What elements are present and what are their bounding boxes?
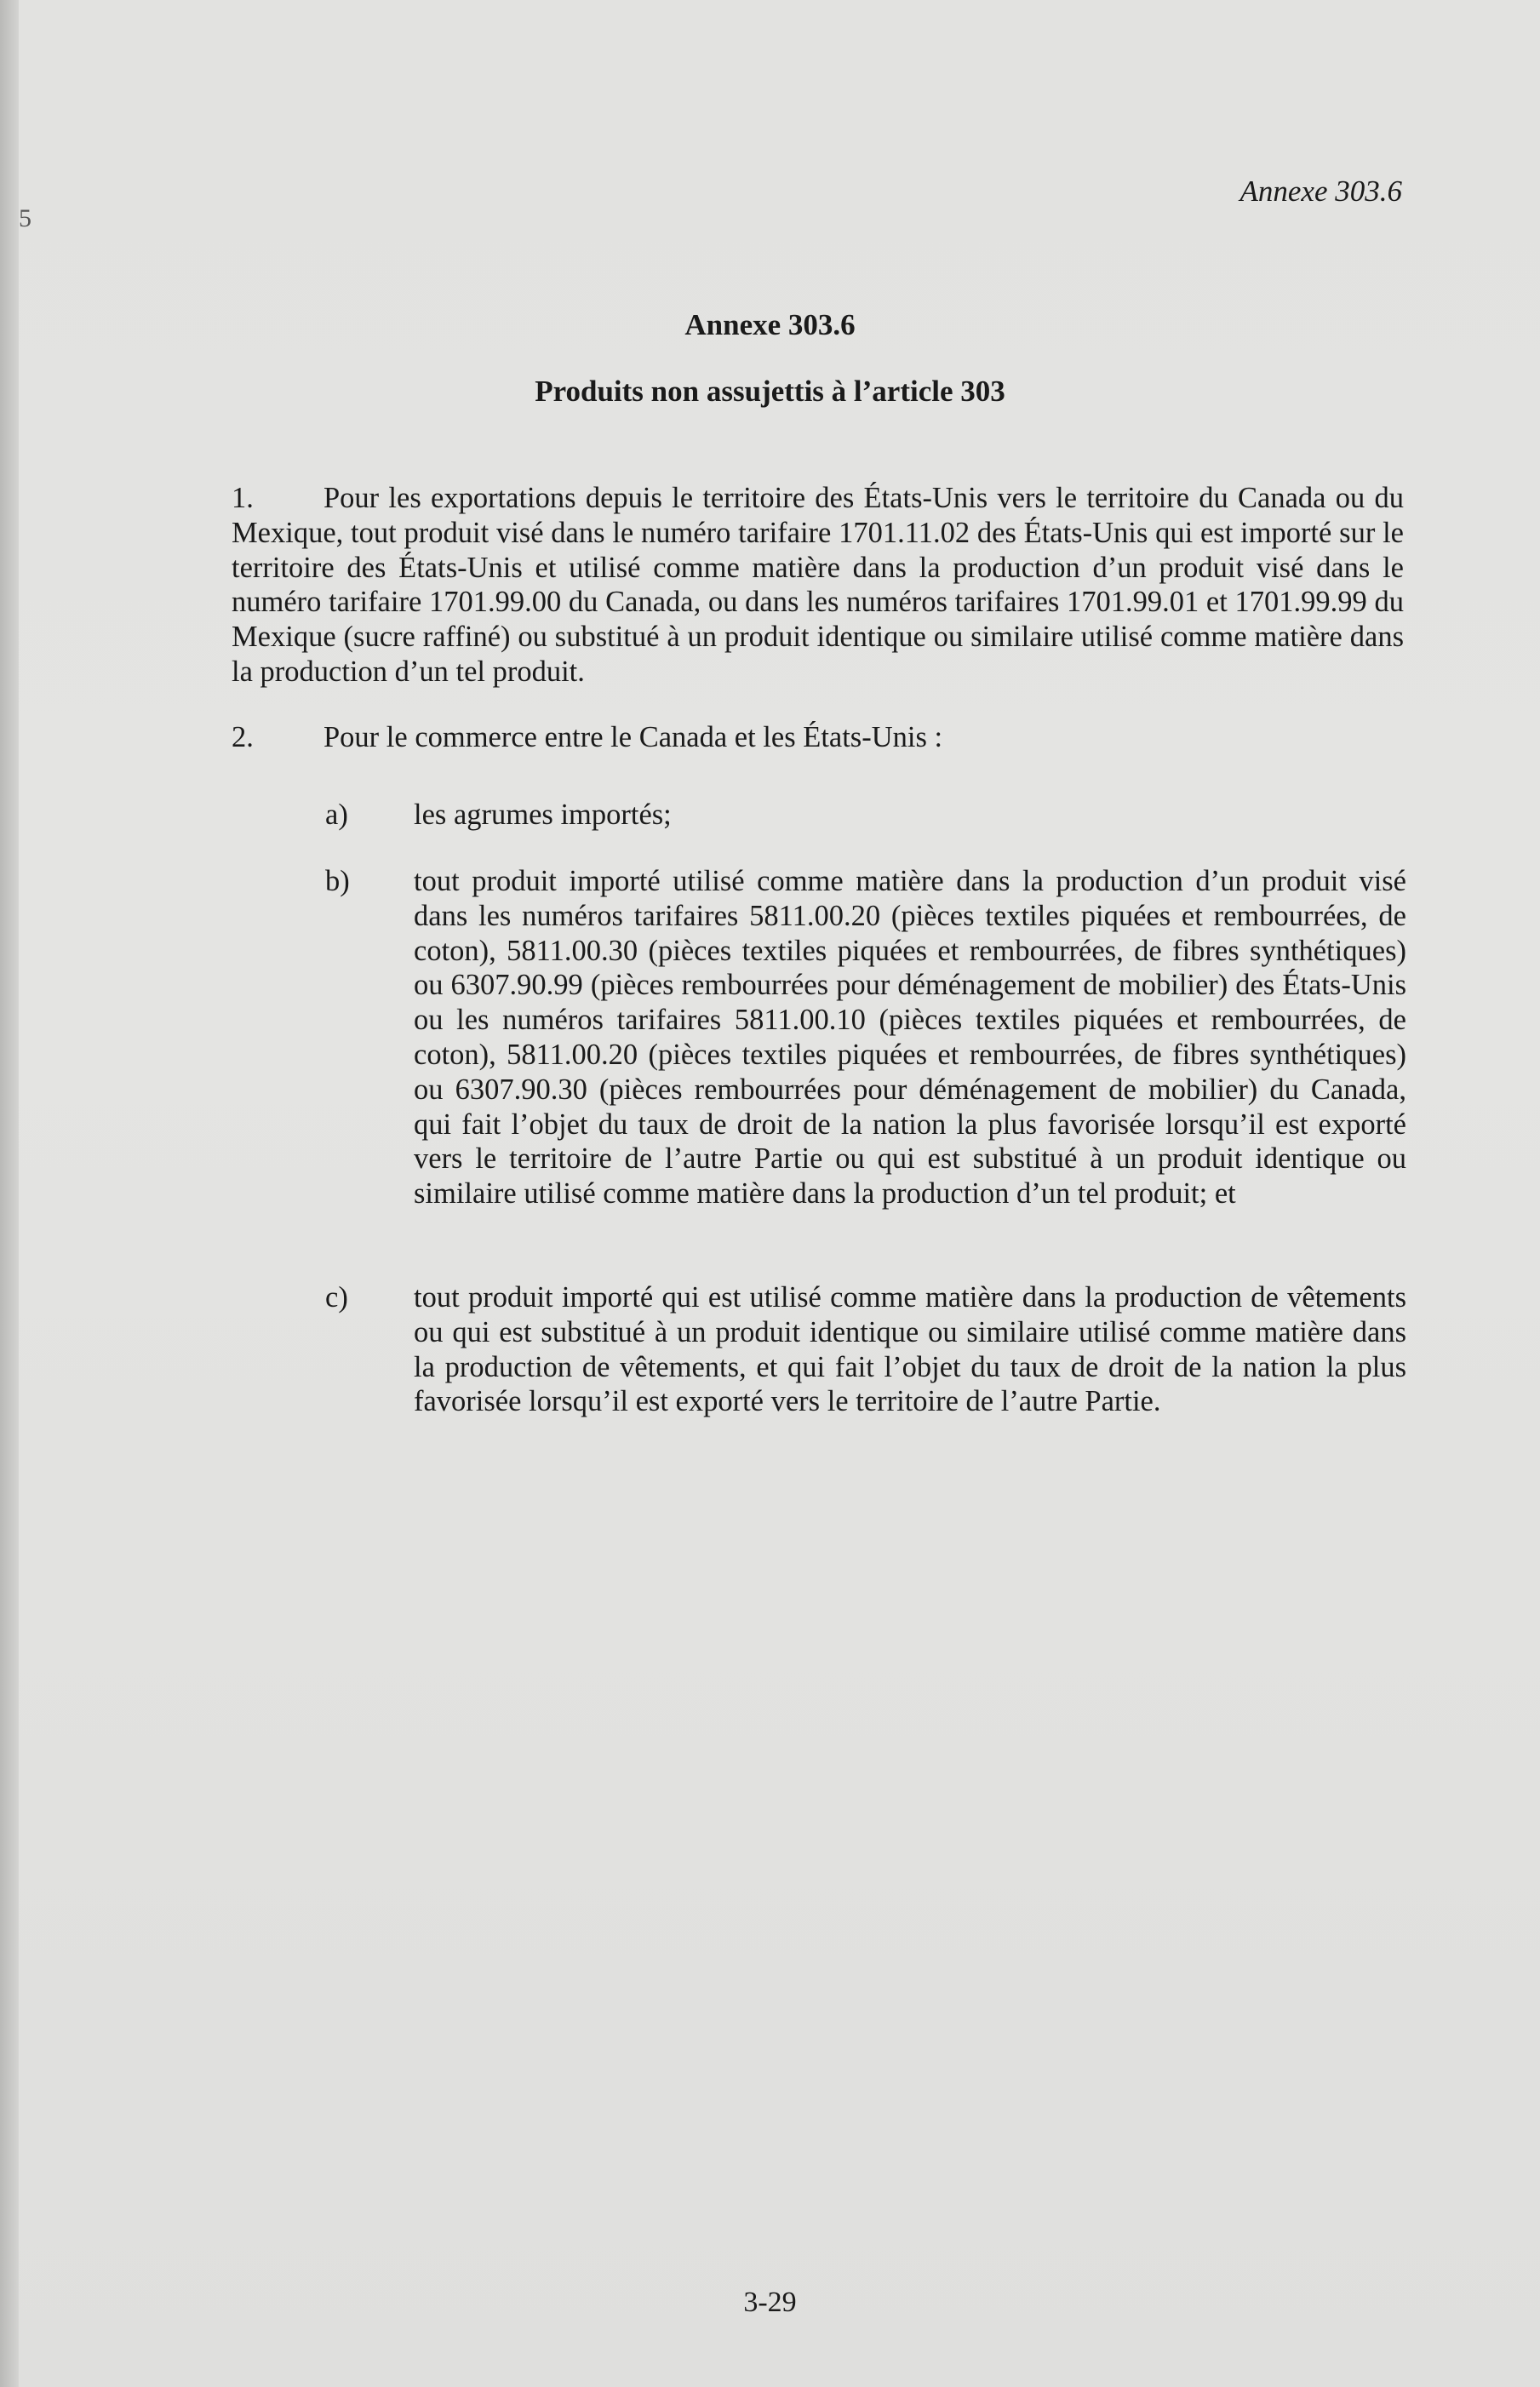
paragraph-1 [232,481,1404,690]
paragraph-2-text: Pour le commerce entre le Canada et les États-Unis : [323,721,943,753]
annex-title: Annexe 303.6 [684,308,856,341]
list-item-letter: a) [325,799,348,831]
annex-subtitle: Produits non assujettis à l’article 303 [535,375,1005,408]
paragraph-1-text: Pour les exportations depuis le territoire des États-Unis vers le territoire du Canada ou du Mexique, tout produit visé dans le numéro tarifaire 1701.11.02 des États-Unis qui est importé sur le territoire des États-Unis et utilisé comme matière dans la production d’un produit visé dans le numéro tarifaire 1701.99.00 du Canada, ou dans les numéros tarifaires 1701.99.01 et 1701.99.99 du Mexique (sucre raffiné) ou substitué à un produit identique ou similaire utilisé comme matière dans la production d’un tel produit. [232,482,1404,688]
list-item-text: les agrumes importés; [414,799,672,831]
list-item-text: tout produit importé qui est utilisé comme matière dans la production de vêtements ou qui est substitué à un produit identique ou similaire utilisé comme matière dans la production de vêtements, et qui fait l’objet du taux de droit de la nation la plus favorisée lorsqu’il est exporté vers le territoire de l’autre Partie. [414,1281,1406,1418]
margin-mark: 5 [19,204,31,232]
list-item-letter: b) [325,865,350,897]
paragraph-2-number: 2. [232,721,254,753]
list-item-text: tout produit importé utilisé comme matière dans la production d’un produit visé dans les numéros tarifaires 5811.00.20 (pièces textiles piquées et rembourrées, de coton), 5811.00.30 (pièces textiles piquées et rembourrées, de fibres synthétiques) ou 6307.90.99 (pièces rembourrées pour déménagement de mobilier) des États-Unis ou les numéros tarifaires 5811.00.10 (pièces textiles piquées et rembourrées, de coton), 5811.00.20 (pièces textiles piquées et rembourrées, de fibres synthétiques) ou 6307.90.30 (pièces rembourrées pour déménagement de mobilier) du Canada, qui fait l’objet du taux de droit de la nation la plus favorisée lorsqu’il est exporté vers le territoire de l’autre Partie ou qui est substitué à un produit identique ou similaire utilisé comme matière dans la production d’un tel produit; et [414,865,1406,1211]
paragraph-1-number: 1. [232,482,254,514]
running-head: Annexe 303.6 [1239,175,1402,208]
page-number: 3-29 [743,2287,797,2318]
paragraph-2 [232,721,942,754]
page-binding-edge [0,0,19,2387]
list-item-letter: c) [325,1281,348,1314]
